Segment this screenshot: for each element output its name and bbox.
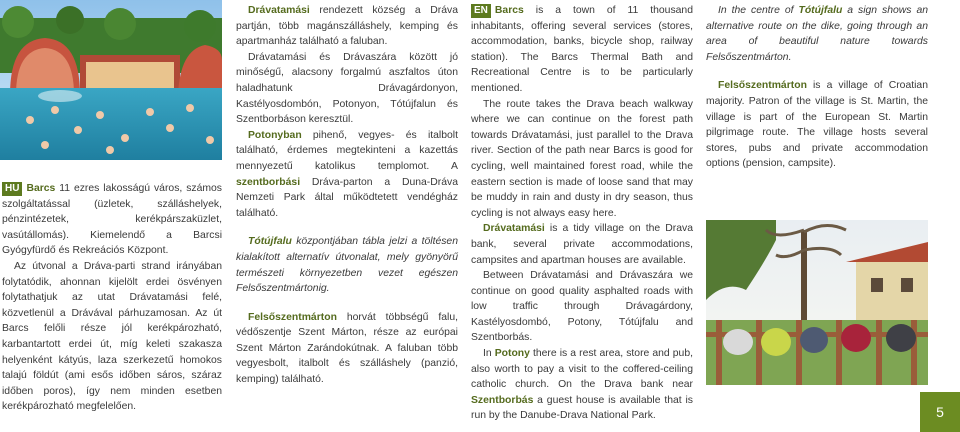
text-run: horvát többségű falu, védőszentje Szent Márton, része az európai Szent Márton Zarándokútnak. A faluban több vegyesbolt, italbolt és szálláshely (panzió, kemping) található. xyxy=(236,311,458,386)
highlighted-place-name: Tótújfalu xyxy=(798,5,843,16)
lang-label-en: EN xyxy=(471,4,491,18)
felsoszentmarton-paragraph-en xyxy=(706,78,928,172)
text-run: Dráva-parton a Duna-Dráva Nemzeti Park által működtetett vendégház található. xyxy=(236,176,458,219)
english-column-right xyxy=(706,3,928,172)
dravatamasi-paragraph-en xyxy=(471,221,693,268)
potony-paragraph-en xyxy=(471,346,693,424)
highlighted-place-name: Drávatamási xyxy=(483,223,545,235)
potony-paragraph-hu xyxy=(236,128,458,222)
lang-label-hu: HU xyxy=(2,182,22,196)
highlighted-place-name: Szentborbás xyxy=(471,394,534,406)
road-paragraph-en: Between Drávatamási and Drávaszára we continue on good quality asphalted roads with low traffic through Drávagárdony, Kastélyosdombó, Potony, Tótújfalu and Szentborbás. xyxy=(471,270,693,344)
highlighted-place-name: Barcs xyxy=(494,5,524,16)
text-run: központjában tábla jelzi a töltésen kialakított alternatív útvonalat, mely gyönyörű természeti környezetben vezet egészen Felsőszentmártonig. xyxy=(236,236,458,295)
highlighted-place-name: szentborbási xyxy=(236,176,301,188)
highlighted-place-name: Potonyban xyxy=(248,129,302,141)
road-paragraph-hu: Drávatamási és Drávaszára között jó minőségű, alacsony forgalmú aszfaltos úton haladhatunk Drávagárdonyon, Kastélyosdombón, Potonyon, Tótújfalun és Szentborbáson keresztül. xyxy=(236,51,458,126)
highlighted-place-name: Tótújfalu xyxy=(248,236,292,248)
bicycle-helmets-photo xyxy=(706,220,928,385)
text-run: is a tidy village on the Drava bank, several private accommodations, campsites and apartman houses are available. xyxy=(471,223,693,266)
page-number: 5 xyxy=(920,392,960,432)
totujfalu-paragraph-en xyxy=(706,3,928,65)
text-run: 11 ezres lakosságú város, számos szolgáltatással (üzletek, szálláshelyek, pénzintézetek, kerékpárszaküzlet, vasútállomás). Kiemelendő a Barcsi Gyógyfürdő és Rekreációs Központ. xyxy=(2,183,222,257)
highlighted-place-name: Drávatamási xyxy=(248,5,310,16)
dravatamasi-paragraph-hu xyxy=(236,3,458,50)
text-run: In the centre of xyxy=(718,5,799,16)
text-run: is a village of Croatian majority. Patron of the village is St. Martin, the village is part of the European St. Martin pilgrimage route. The village hosts several stores, pubs and private accommodation options (pension, campsite). xyxy=(706,80,928,170)
text-run: a guest house is available that is run by the Danube-Drava National Park. xyxy=(471,394,693,422)
highlighted-place-name: Potony xyxy=(494,348,530,360)
hungarian-column-right xyxy=(236,3,458,388)
felsoszentmarton-paragraph-hu xyxy=(236,310,458,388)
hungarian-column-left xyxy=(2,181,222,415)
thermal-bath-photo xyxy=(0,0,222,160)
highlighted-place-name: Felsőszentmárton xyxy=(248,311,337,323)
totujfalu-paragraph-hu xyxy=(236,234,458,296)
text-run: is a town of 11 thousand inhabitants, offering several services (stores, accommodation, banks, bicycle shop, railway station). The Barcs Thermal Bath and Recreational Centre is to be particularly mentioned. xyxy=(471,5,693,94)
text-run: there is a rest area, store and pub, also worth to pay a visit to the coffered-ceiling catholic church. On the Drava bank near xyxy=(471,348,693,391)
text-run: a sign shows an alternative route on the dike, going through an area of beautiful nature towards Felsőszentmárton. xyxy=(706,5,928,63)
route-paragraph-en: The route takes the Drava beach walkway where we can continue on the forest path towards Drávatamási, just parallel to the Drava river. Section of the path near Barcs is good for cycling, well maintained forest road, while the eastern section is made of loose sand that may be muddy in rain and dusty in dry season, thus cycling is not always easy here. xyxy=(471,98,693,219)
route-paragraph-hu: Az útvonal a Dráva-parti strand irányában folytatódik, ahonnan kijelölt erdei ösvényen folytathatjuk az utat Drávatamási felé, közvetlenül a Drávával párhuzamosan. Az út Barcs felőli része jól kerékpározható, karbantartott erdei út, míg keleti szakasza helyenként kátyús, laza szerkezetű homokos talajú földút (ami esős időben sáros, száraz időben poros), így nem minden esetben kerékpározható megfelelően. xyxy=(2,260,222,413)
barcs-paragraph-hu xyxy=(2,181,222,259)
highlighted-place-name: Barcs xyxy=(26,183,56,194)
text-run: rendezett község a Dráva partján, több magánszálláshely, kemping és apartmanház található a faluban. xyxy=(236,5,458,48)
text-run: pihenő, vegyes- és italbolt található, érdemes megtekinteni a kazettás mennyezetű katolikus templomot. A xyxy=(236,129,458,172)
english-column-left xyxy=(471,3,693,424)
highlighted-place-name: Felsőszentmárton xyxy=(718,80,807,92)
text-run: In xyxy=(483,348,495,360)
barcs-paragraph-en xyxy=(471,3,693,97)
